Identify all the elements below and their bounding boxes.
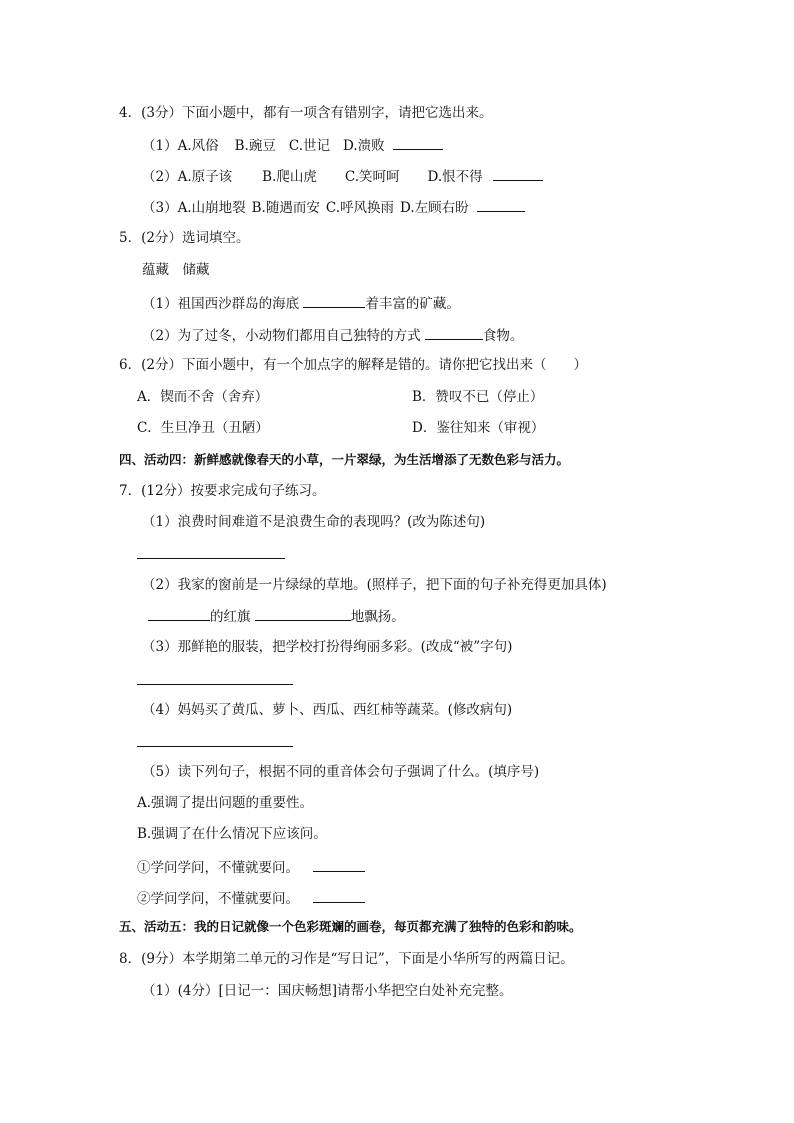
q7-option-b: B.强调了在什么情况下应该问。	[137, 826, 327, 842]
q4-r1-num: （1）	[142, 138, 178, 154]
q4-r1-option-c: C.世记	[288, 138, 330, 154]
q7-s3-answer-line[interactable]	[137, 684, 293, 685]
q5-sentence-2	[142, 325, 523, 345]
q4-r3-option-c: C.呼风换雨	[325, 200, 394, 216]
q5-s1-text-after: 着丰富的矿藏。	[365, 296, 460, 312]
q4-row-2	[142, 166, 543, 186]
q5-s2-blank[interactable]	[425, 325, 483, 340]
q4-row-3	[142, 197, 525, 217]
q7-sentence-2: （2）我家的窗前是一片绿绿的草地。(照样子，把下面的句子补充得更加具体)	[142, 577, 607, 593]
q4-r2-option-a: A.原子该	[177, 169, 233, 185]
q4-r3-option-a: A.山崩地裂	[177, 200, 246, 216]
q4-r1-option-d: D.溃败	[343, 138, 385, 154]
q7-sentence-4: （4）妈妈买了黄瓜、萝卜、西瓜、西红柿等蔬菜。(修改病句)	[142, 702, 513, 718]
q7-example-2-text: ②学问学问，不懂就要问。	[137, 891, 299, 907]
q5-sentence-1	[142, 293, 460, 313]
q4-r3-answer-blank[interactable]	[477, 197, 525, 212]
q4-r1-answer-blank[interactable]	[393, 135, 443, 150]
q4-r2-option-b: B.爬山虎	[262, 169, 317, 185]
q4-r3-num: （3）	[142, 200, 178, 216]
q7-s1-answer-line[interactable]	[137, 558, 285, 559]
q5-s1-text-before: （1）祖国西沙群岛的海底	[142, 296, 304, 312]
q7-example-2-blank[interactable]	[313, 888, 365, 903]
q4-r2-option-d: D.恨不得	[427, 169, 483, 185]
q4-r1-option-a: A.风俗	[177, 138, 219, 154]
q7-example-1	[137, 857, 365, 877]
q7-s2-blank-2[interactable]	[255, 606, 351, 621]
q7-s4-answer-line[interactable]	[137, 746, 293, 747]
q6-option-b: B．赞叹不已（停止）	[412, 389, 544, 405]
q4-r3-option-d: D.左顾右盼	[400, 200, 469, 216]
q7-sentence-1: （1）浪费时间难道不是浪费生命的表现吗？(改为陈述句)	[142, 514, 486, 530]
q7-sentence-3: （3）那鲜艳的服装，把学校打扮得绚丽多彩。(改成“被”字句)	[142, 639, 513, 655]
q7-option-a: A.强调了提出问题的重要性。	[137, 795, 314, 811]
q4-r1-option-b: B.豌豆	[234, 138, 276, 154]
q6-stem: 6．(2分）下面小题中，有一个加点字的解释是错的。请你把它找出来（ ）	[119, 357, 587, 373]
q7-sentence-5: （5）读下列句子，根据不同的重音体会句子强调了什么。(填序号)	[142, 764, 540, 780]
q5-word-options: 蕴藏 储藏	[142, 262, 210, 278]
q5-stem: 5．(2分）选词填空。	[119, 230, 250, 246]
q7-s2-end-text: 地飘扬。	[350, 609, 405, 625]
q4-r2-option-c: C.笑呵呵	[344, 169, 400, 185]
q4-r2-answer-blank[interactable]	[493, 166, 543, 181]
q4-row-1	[142, 135, 443, 155]
q5-s1-blank[interactable]	[303, 293, 365, 308]
q6-option-c: C．生旦净丑（丑陋）	[137, 420, 269, 436]
q5-s2-text-before: （2）为了过冬，小动物们都用自己独特的方式	[142, 328, 425, 344]
section-4-heading: 四、活动四：新鲜感就像春天的小草，一片翠绿，为生活增添了无数色彩与活力。	[119, 452, 570, 467]
q8-sentence-1: （1）(4分）[日记一：国庆畅想]请帮小华把空白处补充完整。	[142, 983, 513, 999]
q7-example-1-text: ①学问学问，不懂就要问。	[137, 860, 299, 876]
section-5-heading: 五、活动五：我的日记就像一个色彩斑斓的画卷，每页都充满了独特的色彩和韵味。	[119, 919, 582, 934]
q7-example-2	[137, 888, 365, 908]
q5-s2-text-after: 食物。	[482, 328, 524, 344]
q7-example-1-blank[interactable]	[313, 857, 365, 872]
q7-s2-fill-row	[148, 606, 405, 626]
q8-stem: 8．(9分）本学期第二单元的习作是“写日记”，下面是小华所写的两篇日记。	[119, 951, 574, 967]
q7-stem: 7．(12分）按要求完成句子练习。	[119, 483, 326, 499]
q4-r2-num: （2）	[142, 169, 178, 185]
q4-stem: 4．(3分）下面小题中，都有一项含有错别字，请把它选出来。	[119, 105, 493, 121]
q6-option-a: A．锲而不舍（舍弃）	[137, 389, 269, 405]
q4-r3-option-b: B.随遇而安	[251, 200, 320, 216]
q7-s2-blank-1[interactable]	[148, 606, 210, 621]
q7-s2-mid-text: 的红旗	[210, 609, 255, 625]
q6-option-d: D．鉴往知来（审视）	[412, 420, 545, 436]
